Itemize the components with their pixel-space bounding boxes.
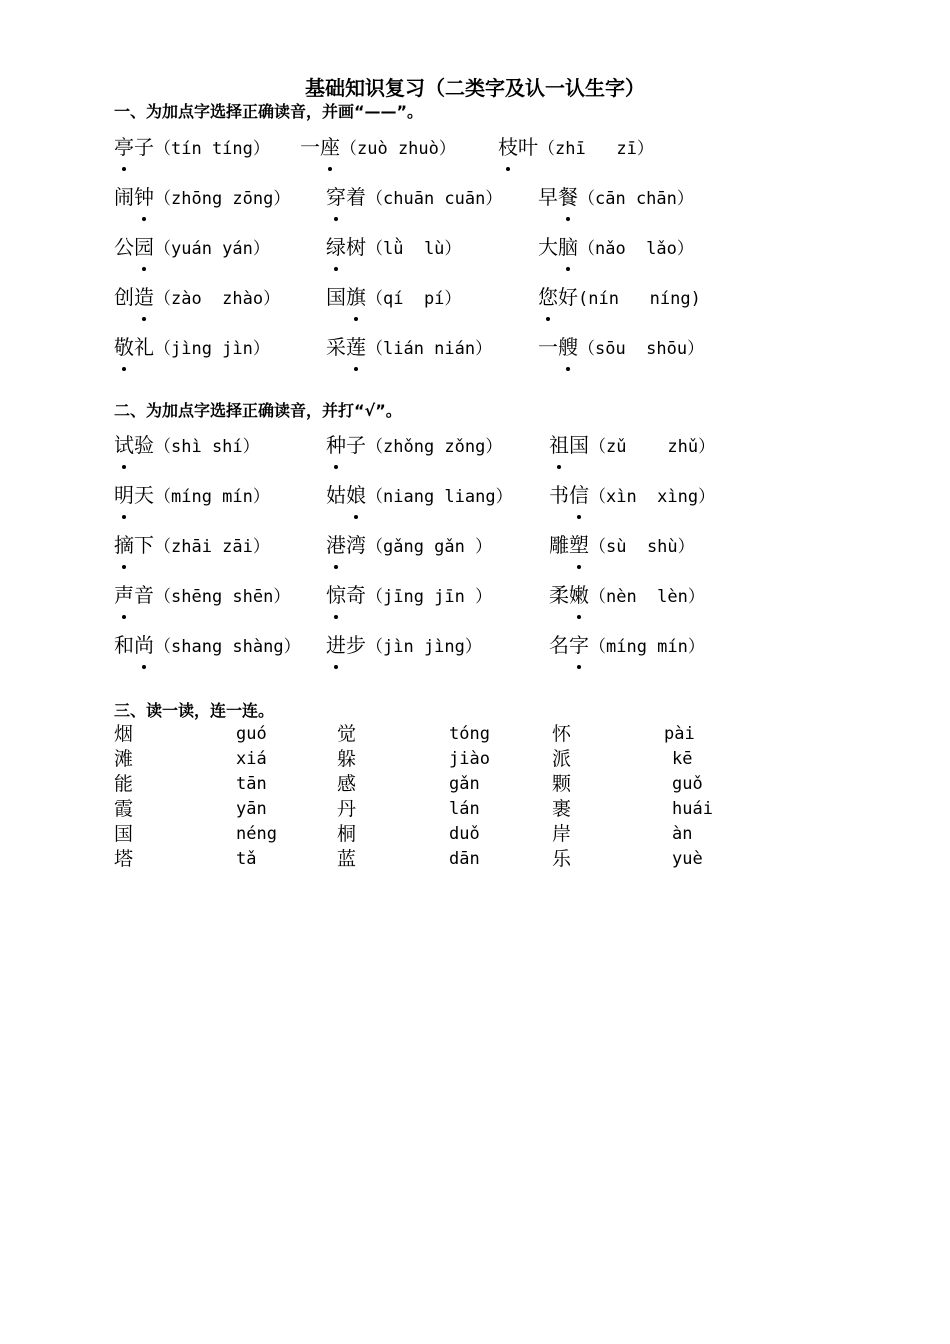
word-characters — [114, 480, 154, 510]
character: 和 — [114, 633, 134, 657]
word-item — [498, 132, 654, 162]
pinyin-options[interactable]: （xìn xìng） — [589, 487, 716, 507]
word-item — [549, 630, 705, 660]
match-pinyin[interactable]: yān — [236, 799, 267, 819]
page-title: 基础知识复习（二类字及认一认生字） — [305, 76, 645, 100]
dotted-character: 旗 — [346, 282, 366, 312]
word-item — [326, 480, 513, 510]
dotted-character: 尚 — [134, 630, 154, 660]
word-item — [326, 232, 461, 262]
match-character[interactable]: 派 — [552, 748, 572, 770]
pinyin-options[interactable]: （zhāi zāi） — [154, 537, 270, 557]
match-character[interactable]: 滩 — [114, 748, 134, 770]
match-character[interactable]: 能 — [114, 773, 134, 795]
word-characters — [326, 182, 366, 212]
word-characters — [326, 630, 366, 660]
word-item — [300, 132, 456, 162]
pinyin-options[interactable]: （zào zhào） — [154, 289, 281, 309]
word-item — [326, 182, 502, 212]
word-item — [114, 580, 290, 610]
word-item — [326, 282, 461, 312]
word-characters — [326, 480, 366, 510]
match-character[interactable]: 蓝 — [337, 848, 357, 870]
dotted-character: 试 — [114, 430, 134, 460]
dotted-character: 娘 — [346, 480, 366, 510]
word-characters — [114, 430, 154, 460]
word-item — [326, 580, 492, 610]
character: 步 — [346, 633, 366, 657]
match-pinyin[interactable]: jiào — [449, 749, 490, 769]
character: 音 — [134, 583, 154, 607]
dotted-character: 字 — [569, 630, 589, 660]
match-pinyin[interactable]: kē — [672, 749, 693, 769]
word-characters — [114, 132, 154, 162]
match-character[interactable]: 颗 — [552, 773, 572, 795]
dotted-character: 餐 — [558, 182, 578, 212]
character: 公 — [114, 235, 134, 259]
word-item — [326, 332, 492, 362]
pinyin-options[interactable]: （jīng jīn ） — [366, 587, 493, 607]
match-pinyin[interactable]: néng — [236, 824, 277, 844]
character: 一 — [300, 135, 320, 159]
word-characters — [326, 580, 366, 610]
word-characters — [538, 232, 578, 262]
pinyin-options[interactable]: （qí pí） — [366, 289, 462, 309]
character: 名 — [549, 633, 569, 657]
word-item — [114, 182, 290, 212]
word-item — [326, 530, 492, 560]
match-character[interactable]: 丹 — [337, 798, 357, 820]
dotted-character: 塑 — [569, 530, 589, 560]
word-characters — [549, 530, 589, 560]
dotted-character: 祖 — [549, 430, 569, 460]
match-pinyin[interactable]: tóng — [449, 724, 490, 744]
dotted-character: 种 — [326, 430, 346, 460]
match-pinyin[interactable]: duǒ — [449, 824, 480, 844]
word-characters — [498, 132, 538, 162]
character: 书 — [549, 483, 569, 507]
word-item — [114, 232, 270, 262]
character: 验 — [134, 433, 154, 457]
match-character[interactable]: 霞 — [114, 798, 134, 820]
section-1-heading: 一、为加点字选择正确读音，并画“——”。 — [114, 102, 424, 121]
word-item — [114, 332, 270, 362]
dotted-character: 艘 — [558, 332, 578, 362]
word-item — [538, 332, 704, 362]
dotted-character: 进 — [326, 630, 346, 660]
word-characters — [114, 332, 154, 362]
match-pinyin[interactable]: dān — [449, 849, 480, 869]
match-pinyin[interactable]: tān — [236, 774, 267, 794]
dotted-character: 信 — [569, 480, 589, 510]
pinyin-options[interactable]: （lǜ lù） — [366, 239, 462, 259]
dotted-character: 钟 — [134, 182, 154, 212]
character: 着 — [346, 185, 366, 209]
pinyin-options[interactable]: （nǎo lǎo） — [578, 239, 694, 259]
word-item — [549, 530, 695, 560]
character: 下 — [134, 533, 154, 557]
dotted-character: 园 — [134, 232, 154, 262]
word-characters — [114, 182, 154, 212]
pinyin-options[interactable]: （jìn jìng） — [366, 637, 482, 657]
word-characters — [326, 430, 366, 460]
dotted-character: 摘 — [114, 530, 134, 560]
dotted-character: 莲 — [346, 332, 366, 362]
character: 早 — [538, 185, 558, 209]
pinyin-options[interactable]: （tín tíng） — [154, 139, 270, 159]
character: 雕 — [549, 533, 569, 557]
character: 叶 — [518, 135, 538, 159]
match-pinyin[interactable]: pài — [664, 724, 695, 744]
word-characters — [549, 430, 589, 460]
match-pinyin[interactable]: guǒ — [672, 774, 703, 794]
match-character[interactable]: 国 — [114, 823, 134, 845]
match-character[interactable]: 烟 — [114, 723, 134, 745]
pinyin-options[interactable]: （zhī zī） — [538, 139, 654, 159]
match-pinyin[interactable]: àn — [672, 824, 693, 844]
match-character[interactable]: 岸 — [552, 823, 572, 845]
section-2-heading: 二、为加点字选择正确读音，并打“√”。 — [114, 401, 402, 420]
character: 闹 — [114, 185, 134, 209]
word-characters — [114, 232, 154, 262]
character: 天 — [134, 483, 154, 507]
dotted-character: 绿 — [326, 232, 346, 262]
pinyin-options[interactable]: （cān chān） — [578, 189, 694, 209]
word-item — [538, 182, 694, 212]
match-character[interactable]: 塔 — [114, 848, 134, 870]
dotted-character: 造 — [134, 282, 154, 312]
match-character[interactable]: 裹 — [552, 798, 572, 820]
character: 奇 — [346, 583, 366, 607]
word-characters — [300, 132, 340, 162]
character: 采 — [326, 335, 346, 359]
character: 国 — [326, 285, 346, 309]
word-item — [114, 530, 270, 560]
character: 礼 — [134, 335, 154, 359]
pinyin-options[interactable]: （míng mín） — [154, 487, 270, 507]
pinyin-options[interactable]: （sù shù） — [589, 537, 695, 557]
section-3-heading: 三、读一读，连一连。 — [114, 701, 275, 720]
match-pinyin[interactable]: gǎn — [449, 774, 480, 794]
pinyin-options[interactable]: （yuán yán） — [154, 239, 270, 259]
pinyin-options[interactable]: (nín níng) — [578, 289, 701, 309]
dotted-character: 您 — [538, 282, 558, 312]
match-pinyin[interactable]: guó — [236, 724, 267, 744]
word-item — [549, 430, 715, 460]
match-pinyin[interactable]: yuè — [672, 849, 703, 869]
pinyin-options[interactable]: （zhǒng zǒng） — [366, 437, 503, 457]
pinyin-options[interactable]: （zuò zhuò） — [340, 139, 456, 159]
pinyin-options[interactable]: （chuān cuān） — [366, 189, 503, 209]
dotted-character: 明 — [114, 480, 134, 510]
word-item — [538, 232, 694, 262]
match-pinyin[interactable]: huái — [672, 799, 713, 819]
dotted-character: 惊 — [326, 580, 346, 610]
word-item — [114, 630, 301, 660]
dotted-character: 港 — [326, 530, 346, 560]
word-item — [538, 282, 701, 312]
pinyin-options[interactable]: （gǎng gǎn ） — [366, 537, 493, 557]
word-characters — [326, 282, 366, 312]
word-item — [114, 430, 260, 460]
word-item — [326, 430, 502, 460]
word-item — [549, 580, 705, 610]
dotted-character: 亭 — [114, 132, 134, 162]
dotted-character: 脑 — [558, 232, 578, 262]
dotted-character: 敬 — [114, 332, 134, 362]
character: 树 — [346, 235, 366, 259]
word-characters — [114, 580, 154, 610]
match-character[interactable]: 觉 — [337, 723, 357, 745]
match-pinyin[interactable]: xiá — [236, 749, 267, 769]
word-characters — [326, 232, 366, 262]
dotted-character: 枝 — [498, 132, 518, 162]
character: 大 — [538, 235, 558, 259]
word-item — [114, 282, 280, 312]
character: 国 — [569, 433, 589, 457]
word-characters — [114, 530, 154, 560]
word-characters — [549, 580, 589, 610]
pinyin-options[interactable]: （niang liang） — [366, 487, 513, 507]
word-item — [114, 480, 270, 510]
character: 一 — [538, 335, 558, 359]
word-characters — [538, 282, 578, 312]
pinyin-options[interactable]: （sōu shōu） — [578, 339, 705, 359]
match-character[interactable]: 乐 — [552, 848, 572, 870]
character: 创 — [114, 285, 134, 309]
character: 好 — [558, 285, 578, 309]
pinyin-options[interactable]: （nèn lèn） — [589, 587, 705, 607]
match-pinyin[interactable]: lán — [449, 799, 480, 819]
word-characters — [114, 630, 154, 660]
word-characters — [538, 182, 578, 212]
pinyin-options[interactable]: （lián nián） — [366, 339, 493, 359]
match-character[interactable]: 桐 — [337, 823, 357, 845]
word-item — [114, 132, 270, 162]
word-characters — [114, 282, 154, 312]
match-character[interactable]: 感 — [337, 773, 357, 795]
pinyin-options[interactable]: （míng mín） — [589, 637, 705, 657]
word-item — [549, 480, 715, 510]
character: 子 — [134, 135, 154, 159]
match-character[interactable]: 躲 — [337, 748, 357, 770]
character: 湾 — [346, 533, 366, 557]
dotted-character: 座 — [320, 132, 340, 162]
character: 子 — [346, 433, 366, 457]
pinyin-options[interactable]: （jìng jìn） — [154, 339, 270, 359]
word-characters — [326, 530, 366, 560]
word-characters — [549, 630, 589, 660]
dotted-character: 穿 — [326, 182, 346, 212]
word-characters — [549, 480, 589, 510]
character: 姑 — [326, 483, 346, 507]
pinyin-options[interactable]: （shēng shēn） — [154, 587, 291, 607]
dotted-character: 声 — [114, 580, 134, 610]
pinyin-options[interactable]: （zǔ zhǔ） — [589, 437, 716, 457]
word-characters — [538, 332, 578, 362]
word-characters — [326, 332, 366, 362]
pinyin-options[interactable]: （zhōng zōng） — [154, 189, 291, 209]
match-character[interactable]: 怀 — [552, 723, 572, 745]
pinyin-options[interactable]: （shang shàng） — [154, 637, 301, 657]
match-pinyin[interactable]: tǎ — [236, 849, 257, 869]
pinyin-options[interactable]: （shì shí） — [154, 437, 260, 457]
dotted-character: 嫩 — [569, 580, 589, 610]
word-item — [326, 630, 482, 660]
character: 柔 — [549, 583, 569, 607]
